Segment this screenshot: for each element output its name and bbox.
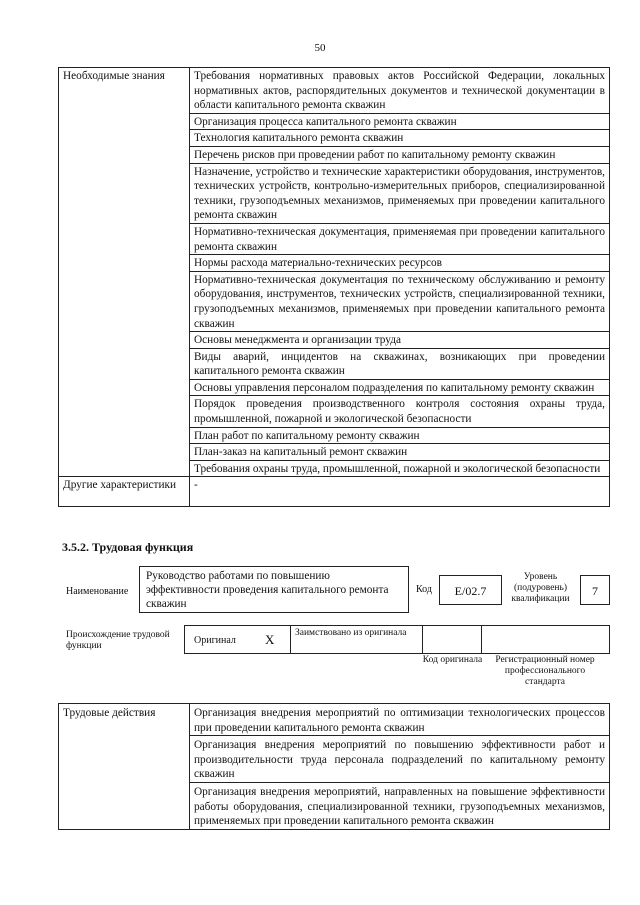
table-row <box>59 704 610 736</box>
knowledge-item: Технология капитального ремонта скважин <box>190 130 610 147</box>
knowledge-item: Назначение, устройство и технические характеристики оборудования, инструментов, технических устройств, контрольно-измерительных приборов, специализированной техники, грузоподъемных механизмов, применяемых при проведении капитального ремонта скважин <box>190 163 610 223</box>
level-label: Уровень (подуровень) квалификации <box>511 572 570 604</box>
level-value: 7 <box>580 575 610 605</box>
action-item: Организация внедрения мероприятий по повышению эффективности работ и производительности труда персонала подразделений по капитальному ремонту скважин <box>190 736 610 783</box>
code-caption: Код оригинала <box>422 655 483 665</box>
knowledge-item: Организация процесса капитального ремонта скважин <box>190 113 610 130</box>
knowledge-item: Виды аварий, инцидентов на скважинах, возникающих при проведении капитального ремонта скважин <box>190 348 610 379</box>
code-label: Код <box>416 584 432 595</box>
action-item: Организация внедрения мероприятий, направленных на повышение эффективности работы оборудования, специализированной техники, грузоподъемных механизмов, применяемых при проведении капитального ремонта скважин <box>190 782 610 829</box>
knowledge-table <box>58 67 610 507</box>
original-label: Оригинал <box>194 635 236 646</box>
divider <box>481 625 482 654</box>
table-row <box>59 477 610 507</box>
knowledge-item: Нормативно-техническая документация по техническому обслуживанию и ремонту оборудования, инструментов, технических устройств, специализированной техники, грузоподъемных механизмов, применяемых при проведении капитального ремонта скважин <box>190 271 610 331</box>
knowledge-item: Основы менеджмента и организации труда <box>190 332 610 349</box>
actions-label: Трудовые действия <box>59 704 190 830</box>
knowledge-item: Требования нормативных правовых актов Российской Федерации, локальных нормативных актов, распорядительных документов и технической документации в области капитального ремонта скважин <box>190 68 610 114</box>
knowledge-item: Нормы расхода материально-технических ресурсов <box>190 255 610 272</box>
knowledge-item: План-заказ на капитальный ремонт скважин <box>190 444 610 461</box>
section-title: 3.5.2. Трудовая функция <box>62 540 194 554</box>
actions-table <box>58 703 610 830</box>
knowledge-item: План работ по капитальному ремонту скважин <box>190 427 610 444</box>
divider <box>422 625 423 654</box>
reg-caption: Регистрационный номер профессионального стандарта <box>495 655 595 687</box>
code-value: E/02.7 <box>439 575 502 605</box>
divider <box>290 625 291 654</box>
original-mark: X <box>265 632 275 647</box>
knowledge-item: Основы управления персоналом подразделения по капитальному ремонту скважин <box>190 379 610 396</box>
action-item: Организация внедрения мероприятий по оптимизации технологических процессов при проведении капитального ремонта скважин <box>190 704 610 736</box>
table-row <box>59 68 610 114</box>
page-number: 50 <box>314 42 326 54</box>
origin-box <box>184 625 610 654</box>
knowledge-item: Требования охраны труда, промышленной, пожарной и экологической безопасности <box>190 460 610 477</box>
name-label: Наименование <box>66 586 129 597</box>
knowledge-item: Перечень рисков при проведении работ по капитальному ремонту скважин <box>190 146 610 163</box>
other-value: - <box>190 477 610 507</box>
knowledge-item: Нормативно-техническая документация, применяемая при проведении капитального ремонта скважин <box>190 223 610 254</box>
name-value: Руководство работами по повышению эффективности проведения капитального ремонта скважин <box>146 570 389 611</box>
knowledge-label: Необходимые знания <box>59 68 190 477</box>
other-label: Другие характеристики <box>59 477 190 507</box>
name-box <box>139 566 409 613</box>
knowledge-item: Порядок проведения производственного контроля состояния охраны труда, промышленной, пожарной и экологической безопасности <box>190 396 610 427</box>
origin-label: Происхождение трудовой функции <box>66 630 170 651</box>
borrowed-label: Заимствовано из оригинала <box>295 628 407 638</box>
